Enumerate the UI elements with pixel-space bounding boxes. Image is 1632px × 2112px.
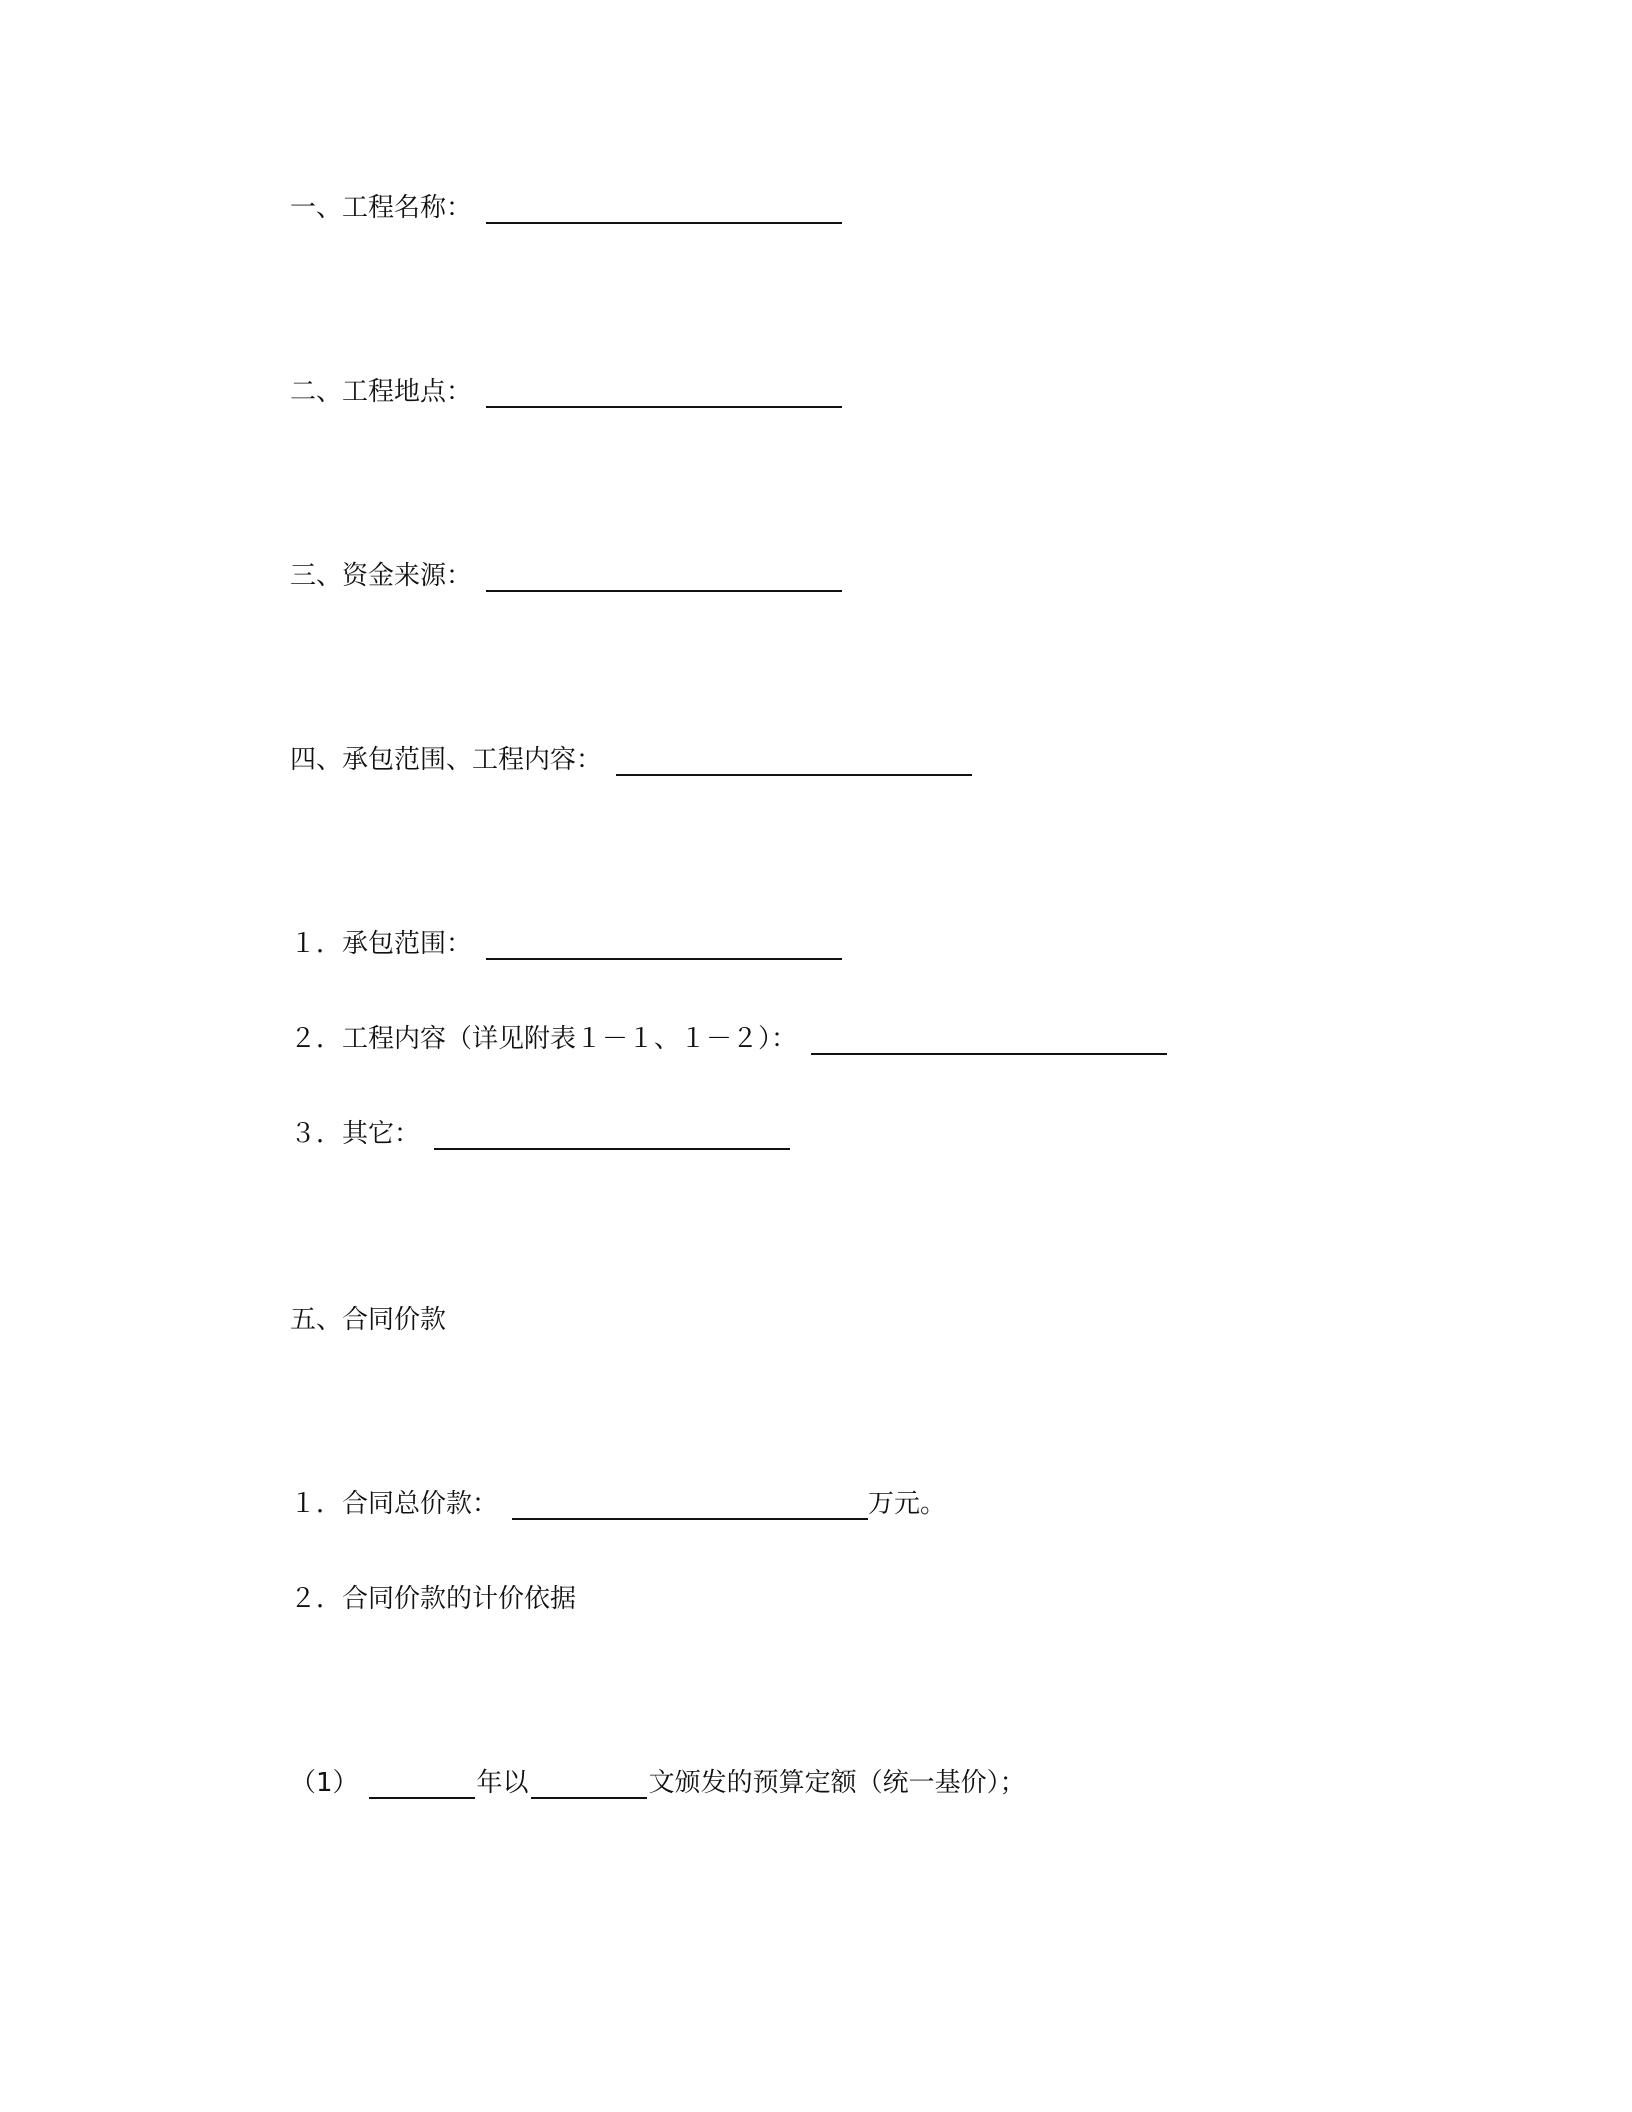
project-content-blank[interactable]	[811, 1025, 1167, 1055]
section-contract-price	[290, 1302, 446, 1338]
contract-scope-label: １．承包范围：	[290, 929, 473, 959]
pricing-basis-item-1	[290, 1765, 1026, 1801]
total-price-unit: 万元。	[868, 1489, 947, 1519]
section-fund-source	[290, 558, 842, 594]
project-name-label: 一、工程名称：	[290, 193, 473, 223]
project-content-label: ２．工程内容（详见附表１－１、１－２）：	[290, 1024, 798, 1054]
subsection-other	[290, 1116, 790, 1152]
subsection-pricing-basis	[290, 1581, 576, 1617]
section-scope-content	[290, 742, 972, 778]
other-blank[interactable]	[434, 1120, 790, 1150]
scope-content-label: 四、承包范围、工程内容：	[290, 745, 603, 775]
project-name-blank[interactable]	[486, 194, 842, 224]
year-blank[interactable]	[369, 1769, 475, 1799]
item-1-prefix: （1）	[290, 1768, 359, 1798]
scope-content-blank[interactable]	[616, 746, 972, 776]
contract-price-heading: 五、合同价款	[290, 1305, 447, 1335]
subsection-contract-scope	[290, 926, 842, 962]
total-price-blank[interactable]	[512, 1490, 868, 1520]
section-project-location	[290, 374, 842, 410]
fund-source-label: 三、资金来源：	[290, 561, 473, 591]
contract-scope-blank[interactable]	[486, 930, 842, 960]
document-blank[interactable]	[531, 1769, 647, 1799]
section-project-name	[290, 190, 842, 226]
other-label: ３．其它：	[290, 1119, 421, 1149]
project-location-label: 二、工程地点：	[290, 377, 473, 407]
subsection-project-content	[290, 1021, 1167, 1057]
total-price-label: １．合同总价款：	[290, 1489, 499, 1519]
project-location-blank[interactable]	[486, 378, 842, 408]
fund-source-blank[interactable]	[486, 562, 842, 592]
item-1-suffix: 文颁发的预算定额（统一基价）；	[648, 1768, 1026, 1798]
item-1-middle: 年以	[476, 1768, 529, 1798]
subsection-total-price	[290, 1486, 946, 1522]
pricing-basis-label: ２．合同价款的计价依据	[290, 1584, 577, 1614]
